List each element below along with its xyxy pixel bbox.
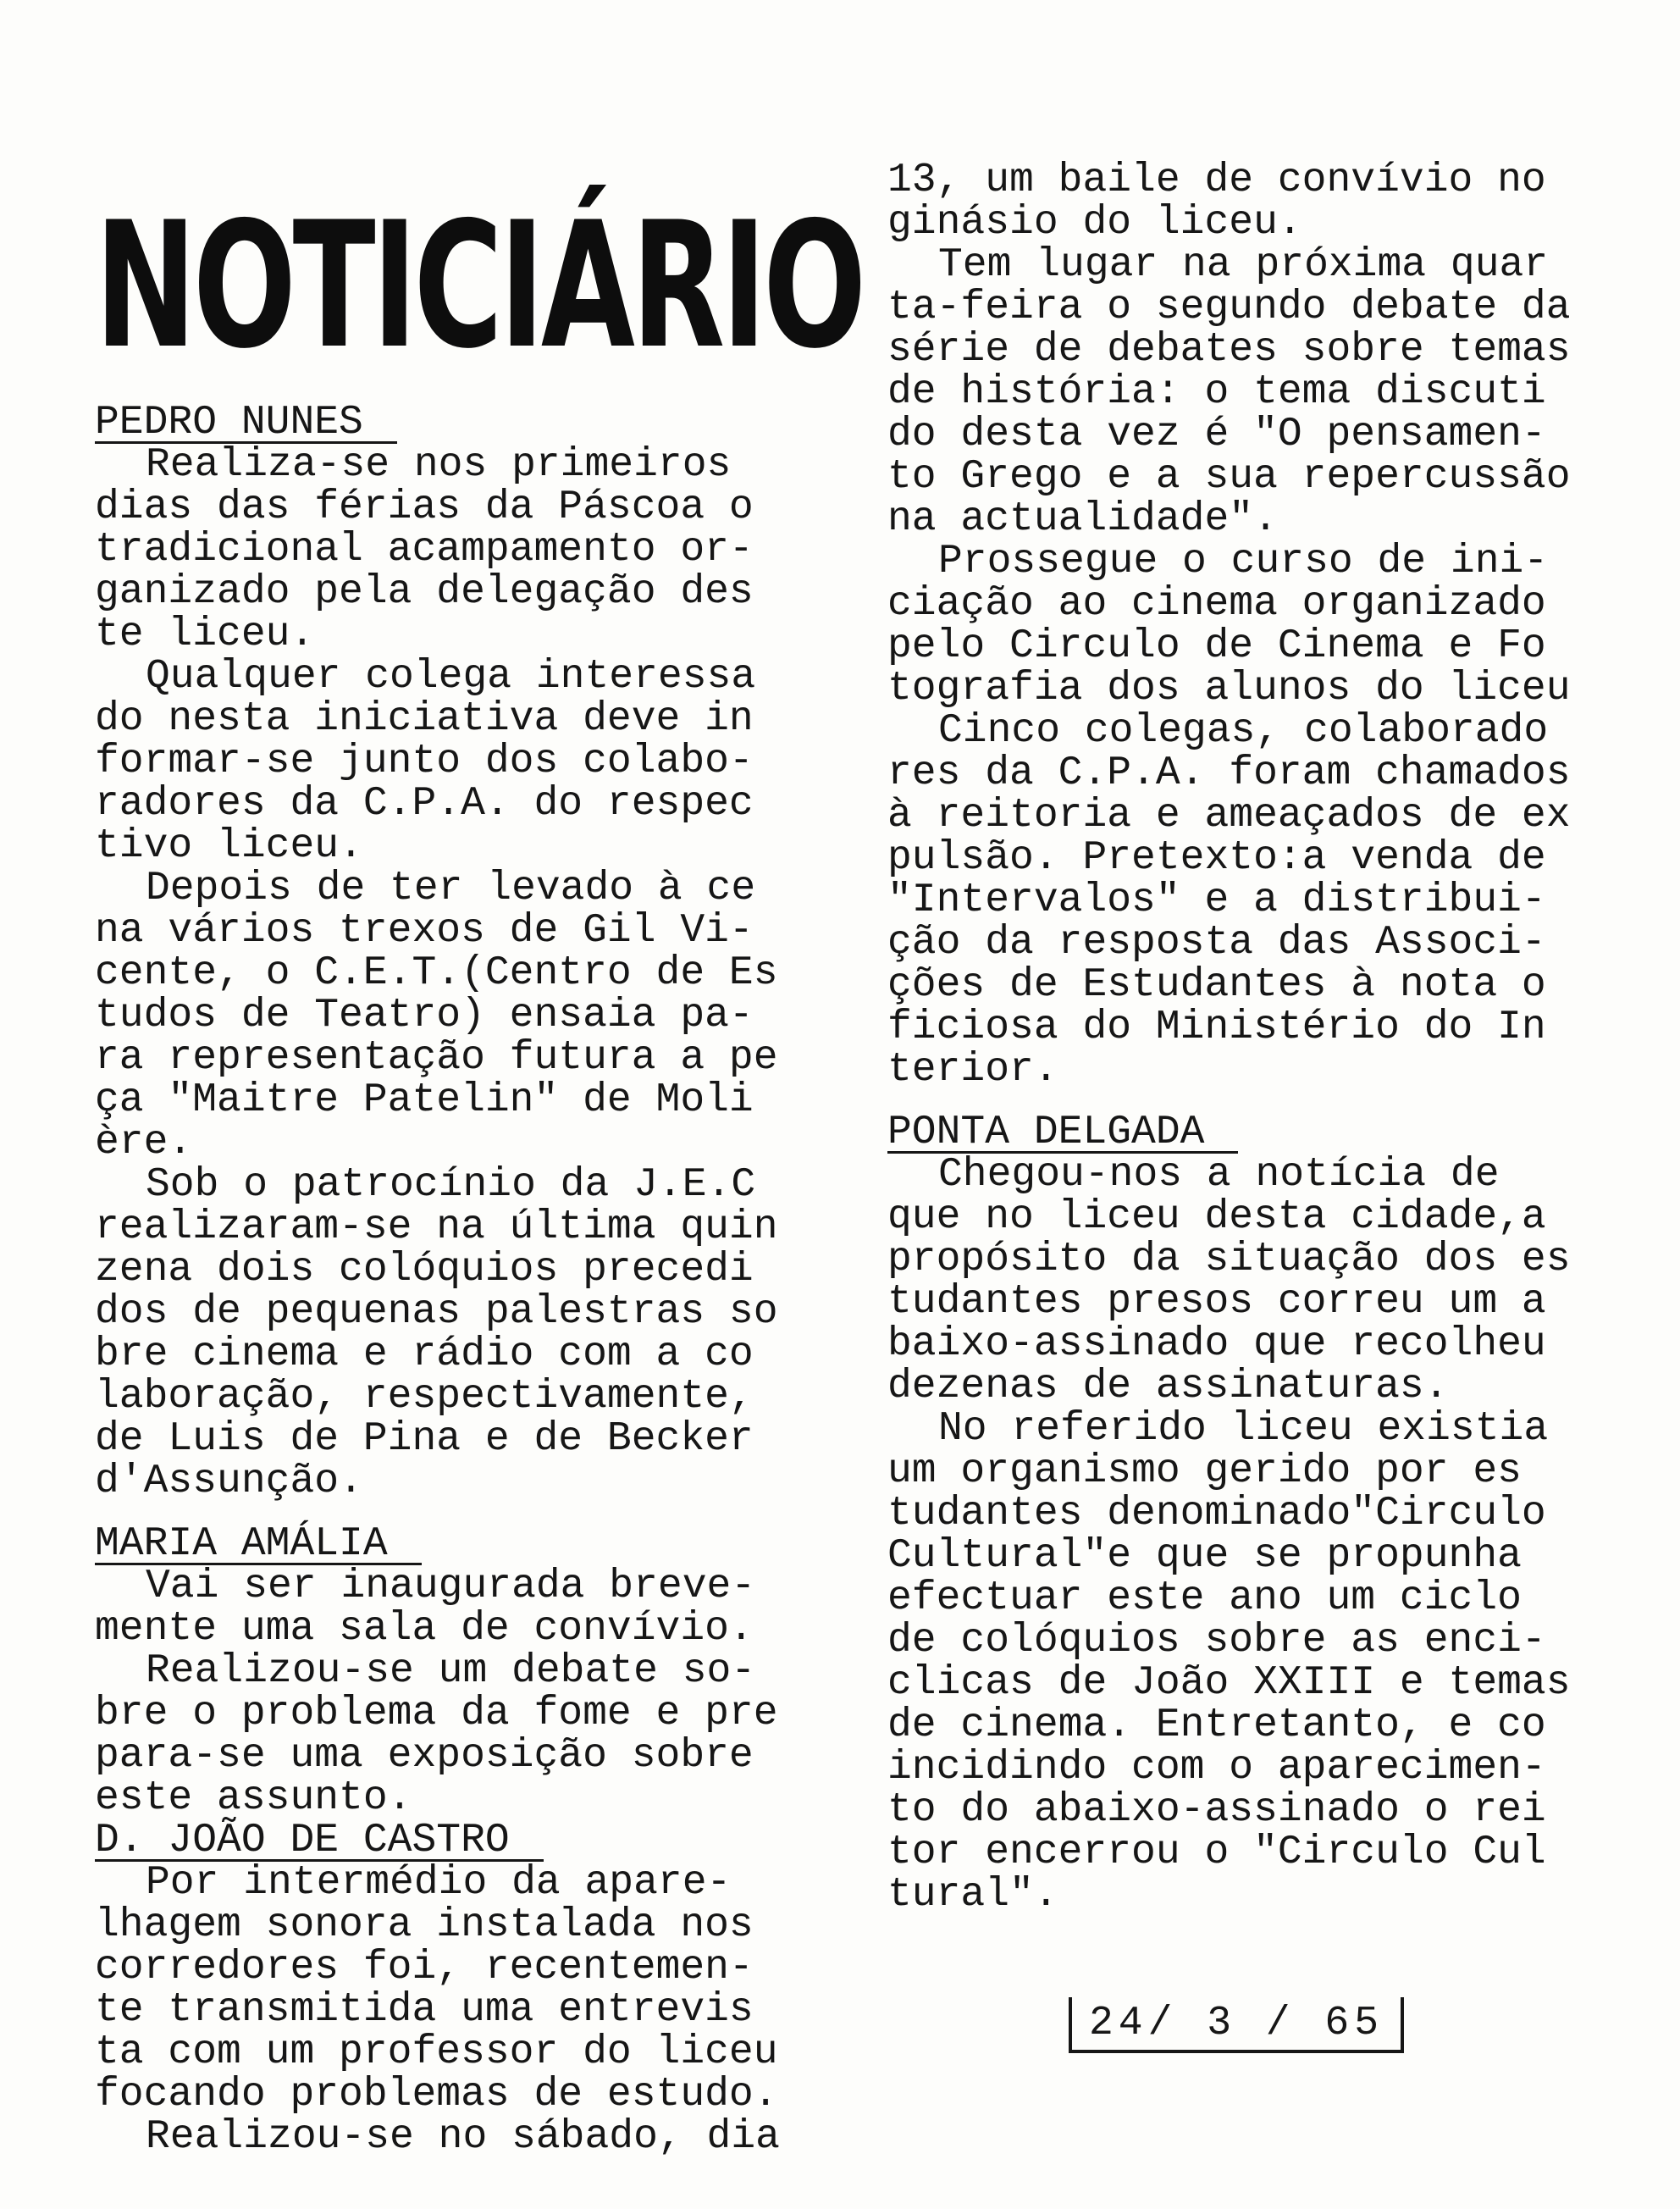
text-line: radores da C.P.A. do respec [95,781,754,827]
text-line: pelo Circulo de Cinema e Fo [887,623,1546,669]
text-line: ções de Estudantes à nota o [887,962,1546,1008]
text-line: bre o problema da fome e pre [95,1691,778,1736]
text-line: este assunto. [95,1775,412,1821]
text-line: to do abaixo-assinado o rei [887,1787,1546,1833]
text-line: ciação ao cinema organizado [887,581,1546,627]
text-line: do desta vez é "O pensamen- [887,412,1546,457]
text-line: na vários trexos de Gil Vi- [95,908,754,954]
text-line: tivo liceu. [95,823,363,869]
text-line: Prossegue o curso de ini- [938,539,1549,584]
section-heading-d-joao-de-castro: D. JOÃO DE CASTRO [95,1822,544,1862]
section-heading-pedro-nunes: PEDRO NUNES [95,404,397,444]
text-line: tor encerrou o "Circulo Cul [887,1830,1546,1875]
text-line: clicas de João XXIII e temas [887,1660,1571,1706]
text-line: do nesta iniciativa deve in [95,696,754,742]
text-line: ça "Maitre Patelin" de Moli [95,1077,754,1123]
text-line: um organismo gerido por es [887,1448,1522,1494]
text-line: Realizou-se um debate so- [146,1648,756,1694]
section-gap [95,1503,823,1523]
text-line: lhagem sonora instalada nos [95,1902,754,1948]
text-line: na actualidade". [887,496,1278,542]
text-line: Por intermédio da apare- [146,1860,732,1906]
text-line: pulsão. Pretexto:a venda de [887,835,1546,881]
text-line: corredores foi, recentemen- [95,1945,754,1990]
text-line: que no liceu desta cidade,a [887,1194,1546,1240]
text-line: dezenas de assinaturas. [887,1364,1449,1409]
section-heading-ponta-delgada: PONTA DELGADA [887,1114,1238,1154]
text-line: de história: o tema discuti [887,369,1546,415]
text-line: Vai ser inaugurada breve- [146,1564,756,1609]
right-column [887,159,1590,1916]
text-line: incidindo com o aparecimen- [887,1745,1546,1791]
text-line: Chegou-nos a notícia de [938,1152,1500,1198]
text-line: efectuar este ano um ciclo [887,1575,1522,1621]
date-stamp: 24/ 3 / 65 [1069,1997,1404,2053]
text-line: à reitoria e ameaçados de ex [887,793,1571,839]
text-line: tradicional acampamento or- [95,527,754,573]
text-line: dias das férias da Páscoa o [95,484,754,530]
text-line: de Luis de Pina e de Becker [95,1416,754,1462]
text-line: realizaram-se na última quin [95,1204,778,1250]
text-line: ta-feira o segundo debate da [887,285,1571,330]
text-line: ficiosa do Ministério do In [887,1005,1546,1050]
text-line: te transmitida uma entrevis [95,1987,754,2033]
text-line: tudantes presos correu um a [887,1279,1546,1325]
text-line: bre cinema e rádio com a co [95,1331,754,1377]
text-line: ção da resposta das Associ- [887,920,1546,966]
section-gap [887,1091,1590,1111]
text-line: tural". [887,1872,1058,1918]
text-line: ta com um professor do liceu [95,2029,778,2075]
text-line: série de debates sobre temas [887,327,1571,373]
section-heading [95,1819,823,1862]
text-line: cente, o C.E.T.(Centro de Es [95,950,778,996]
text-line: de colóquios sobre as enci- [887,1618,1546,1664]
text-line: de cinema. Entretanto, e co [887,1702,1546,1748]
text-line: ganizado pela delegação des [95,569,754,615]
text-line: terior. [887,1047,1058,1093]
text-line: ra representação futura a pe [95,1035,778,1081]
masthead-title: NOTICIÁRIO [95,185,864,387]
section-heading [887,1111,1590,1154]
text-line: focando problemas de estudo. [95,2072,778,2118]
text-line: ère. [95,1120,193,1165]
text-line: para-se uma exposição sobre [95,1733,754,1779]
text-line: propósito da situação dos es [887,1237,1571,1282]
text-line: mente uma sala de convívio. [95,1606,754,1652]
text-line: tudantes denominado"Circulo [887,1491,1546,1536]
text-line: tudos de Teatro) ensaia pa- [95,993,754,1038]
text-line: Depois de ter levado à ce [146,866,756,911]
left-column [95,401,823,2158]
text-line: Cinco colegas, colaborado [938,708,1549,754]
text-line: Tem lugar na próxima quar [938,242,1549,288]
section-heading [95,1523,823,1565]
text-line: ginásio do liceu. [887,200,1302,246]
text-line: Qualquer colega interessa [146,654,756,700]
text-line: to Grego e a sua repercussão [887,454,1571,500]
text-line: d'Assunção. [95,1459,363,1504]
text-line: No referido liceu existia [938,1406,1549,1452]
text-line: Sob o patrocínio da J.E.C [146,1162,756,1208]
text-line: dos de pequenas palestras so [95,1289,778,1335]
text-line: te liceu. [95,612,315,657]
text-line: formar-se junto dos colabo- [95,739,754,784]
text-line: 13, um baile de convívio no [887,158,1546,203]
text-line: Realiza-se nos primeiros [146,442,732,488]
text-line: baixo-assinado que recolheu [887,1321,1546,1367]
text-line: "Intervalos" e a distribui- [887,878,1546,923]
text-line: Cultural"e que se propunha [887,1533,1522,1579]
text-line: Realizou-se no sábado, dia [146,2114,780,2160]
text-line: laboração, respectivamente, [95,1374,754,1420]
text-line: zena dois colóquios precedi [95,1247,754,1293]
text-line: tografia dos alunos do liceu [887,666,1571,711]
section-heading-maria-amalia: MARIA AMÁLIA [95,1525,422,1565]
text-line: res da C.P.A. foram chamados [887,750,1571,796]
section-heading [95,401,823,444]
